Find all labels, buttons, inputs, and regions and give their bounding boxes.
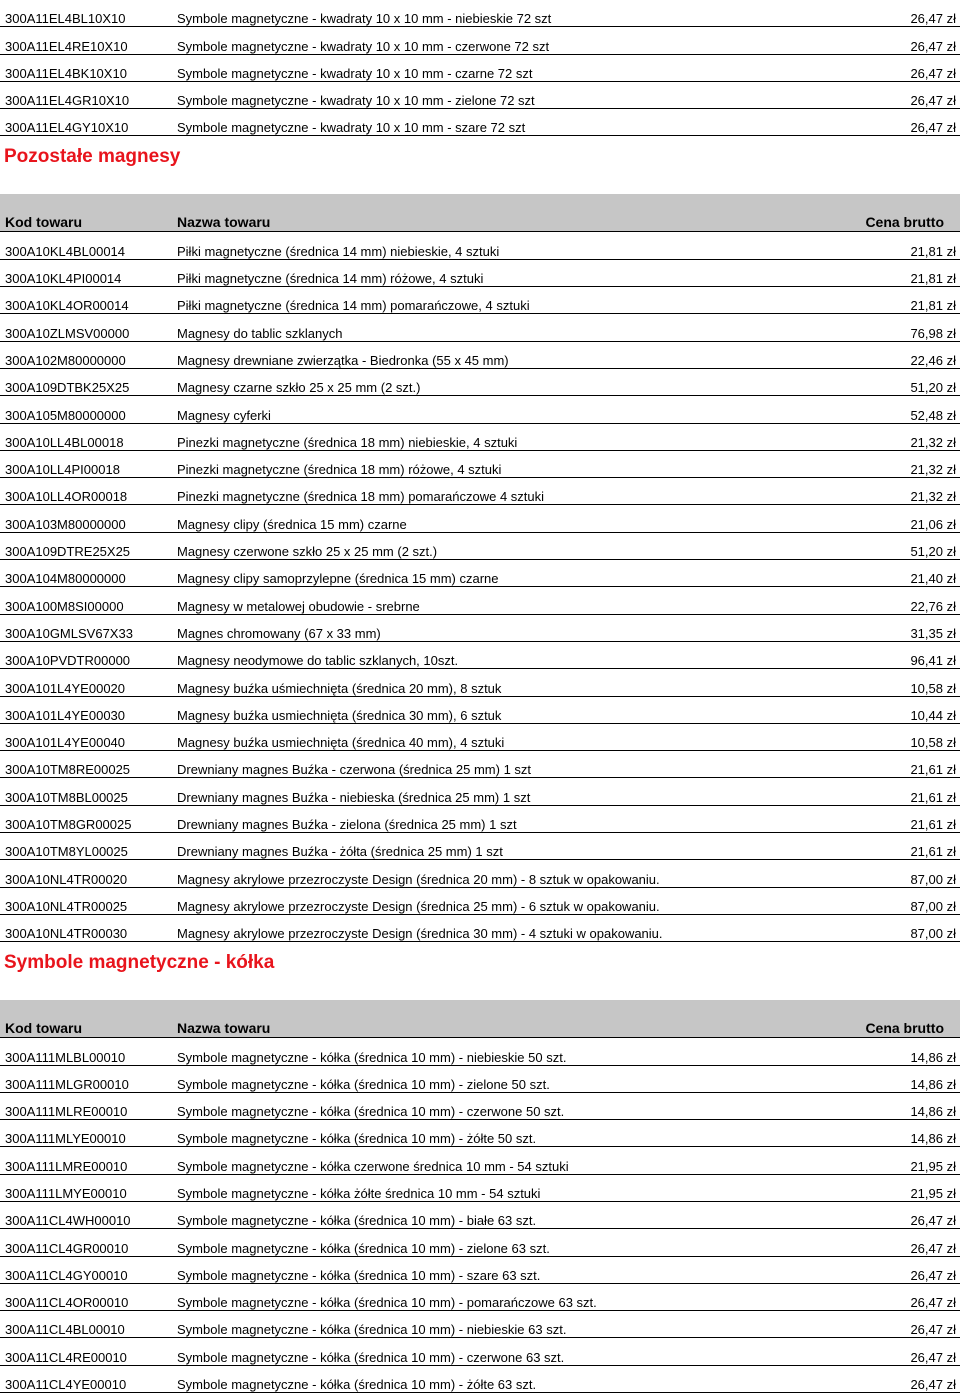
table-row <box>0 82 960 109</box>
product-price: 21,95 zł <box>910 1158 956 1174</box>
section-title <box>0 136 960 194</box>
table-row <box>0 615 960 642</box>
product-price: 21,95 zł <box>910 1185 956 1201</box>
product-code: 300A11EL4GY10X10 <box>5 120 129 136</box>
table-row <box>0 1311 960 1338</box>
product-price: 26,47 zł <box>910 38 956 54</box>
table-row <box>0 1338 960 1365</box>
product-code: 300A10KL4PI00014 <box>5 271 122 287</box>
product-price: 21,32 zł <box>910 462 956 478</box>
product-name: Drewniany magnes Buźka - zielona (średnica 25 mm) 1 szt <box>177 817 517 833</box>
product-name: Symbole magnetyczne - kółka (średnica 10 mm) - białe 63 szt. <box>177 1213 537 1229</box>
table-row <box>0 55 960 82</box>
product-name: Pinezki magnetyczne (średnica 18 mm) różowe, 4 sztuki <box>177 462 502 478</box>
product-name: Piłki magnetyczne (średnica 14 mm) pomarańczowe, 4 sztuki <box>177 298 530 314</box>
product-code: 300A111LMYE00010 <box>5 1185 127 1201</box>
product-price: 21,81 zł <box>910 243 956 259</box>
table-row <box>0 778 960 805</box>
table-row <box>0 669 960 696</box>
table-row <box>0 1038 960 1065</box>
column-header-price: Cena brutto <box>865 214 944 231</box>
product-price: 52,48 zł <box>910 407 956 423</box>
table-row <box>0 27 960 54</box>
product-code: 300A102M80000000 <box>5 352 126 368</box>
product-name: Symbole magnetyczne - kółka (średnica 10 mm) - żółte 63 szt. <box>177 1377 537 1393</box>
product-price: 21,32 zł <box>910 434 956 450</box>
product-code: 300A10LL4OR00018 <box>5 489 128 505</box>
product-code: 300A10PVDTR00000 <box>5 653 131 669</box>
product-table <box>0 1000 960 1393</box>
product-code: 300A10TM8YL00025 <box>5 844 128 860</box>
product-price: 31,35 zł <box>910 625 956 641</box>
product-name: Symbole magnetyczne - kwadraty 10 x 10 mm - niebieskie 72 szt <box>177 11 552 27</box>
product-name: Symbole magnetyczne - kółka (średnica 10 mm) - czerwone 50 szt. <box>177 1104 565 1120</box>
product-price: 26,47 zł <box>910 1295 956 1311</box>
product-code: 300A11CL4WH00010 <box>5 1213 131 1229</box>
product-code: 300A10TM8GR00025 <box>5 817 132 833</box>
product-code: 300A109DTBK25X25 <box>5 380 130 396</box>
product-code: 300A103M80000000 <box>5 516 126 532</box>
product-code: 300A100M8SI00000 <box>5 598 124 614</box>
product-code: 300A10NL4TR00025 <box>5 898 128 914</box>
product-code: 300A10LL4PI00018 <box>5 462 120 478</box>
product-name: Symbole magnetyczne - kółka (średnica 10 mm) - pomarańczowe 63 szt. <box>177 1295 597 1311</box>
table-row <box>0 314 960 341</box>
product-code: 300A111MLGR00010 <box>5 1076 129 1092</box>
table-header <box>0 1000 960 1038</box>
product-name: Magnesy clipy samoprzylepne (średnica 15 mm) czarne <box>177 571 499 587</box>
product-price: 87,00 zł <box>910 871 956 887</box>
table-row <box>0 560 960 587</box>
product-price: 21,81 zł <box>910 271 956 287</box>
table-row <box>0 1093 960 1120</box>
product-code: 300A111LMRE00010 <box>5 1158 128 1174</box>
product-name: Symbole magnetyczne - kwadraty 10 x 10 mm - szare 72 szt <box>177 120 526 136</box>
product-name: Pinezki magnetyczne (średnica 18 mm) niebieskie, 4 sztuki <box>177 434 518 450</box>
product-code: 300A105M80000000 <box>5 407 126 423</box>
product-name: Magnesy akrylowe przezroczyste Design (średnica 20 mm) - 8 sztuk w opakowaniu. <box>177 871 660 887</box>
product-price: 14,86 zł <box>910 1131 956 1147</box>
product-price: 96,41 zł <box>910 653 956 669</box>
product-code: 300A11EL4GR10X10 <box>5 93 130 109</box>
column-header-code: Kod towaru <box>5 214 82 231</box>
table-row <box>0 260 960 287</box>
product-name: Symbole magnetyczne - kwadraty 10 x 10 mm - czerwone 72 szt <box>177 38 550 54</box>
table-row <box>0 888 960 915</box>
product-code: 300A11CL4GY00010 <box>5 1267 128 1283</box>
product-price: 10,58 zł <box>910 735 956 751</box>
product-code: 300A111MLRE00010 <box>5 1104 128 1120</box>
product-price: 51,20 zł <box>910 380 956 396</box>
product-price: 22,76 zł <box>910 598 956 614</box>
product-name: Magnesy buźka usmiechnięta (średnica 40 mm), 4 sztuki <box>177 735 505 751</box>
table-row <box>0 587 960 614</box>
product-code: 300A104M80000000 <box>5 571 126 587</box>
product-name: Pinezki magnetyczne (średnica 18 mm) pomarańczowe 4 sztuki <box>177 489 545 505</box>
table-row <box>0 232 960 259</box>
product-price: 26,47 zł <box>910 1322 956 1338</box>
table-row <box>0 451 960 478</box>
product-name: Magnesy clipy (średnica 15 mm) czarne <box>177 516 407 532</box>
product-price: 21,61 zł <box>910 817 956 833</box>
product-name: Piłki magnetyczne (średnica 14 mm) różowe, 4 sztuki <box>177 271 484 287</box>
product-name: Magnesy akrylowe przezroczyste Design (średnica 30 mm) - 4 sztuki w opakowaniu. <box>177 926 663 942</box>
table-row <box>0 109 960 136</box>
product-price: 26,47 zł <box>910 93 956 109</box>
product-table-continued <box>0 0 960 136</box>
product-price: 21,81 zł <box>910 298 956 314</box>
product-price: 14,86 zł <box>910 1076 956 1092</box>
product-name: Magnesy drewniane zwierzątka - Biedronka (55 x 45 mm) <box>177 352 509 368</box>
section-title-text: Pozostałe magnesy <box>4 146 181 168</box>
product-price: 21,61 zł <box>910 762 956 778</box>
product-code: 300A101L4YE00040 <box>5 735 126 751</box>
product-code: 300A11CL4GR00010 <box>5 1240 129 1256</box>
table-row <box>0 1366 960 1393</box>
product-name: Drewniany magnes Buźka - niebieska (średnica 25 mm) 1 szt <box>177 789 531 805</box>
table-row <box>0 533 960 560</box>
table-row <box>0 642 960 669</box>
product-price: 10,58 zł <box>910 680 956 696</box>
product-price: 26,47 zł <box>910 1377 956 1393</box>
product-price: 26,47 zł <box>910 1240 956 1256</box>
product-name: Symbole magnetyczne - kółka (średnica 10 mm) - czerwone 63 szt. <box>177 1349 565 1365</box>
table-row <box>0 697 960 724</box>
table-row <box>0 369 960 396</box>
product-code: 300A101L4YE00030 <box>5 707 126 723</box>
product-name: Magnesy do tablic szklanych <box>177 325 343 341</box>
table-row <box>0 915 960 942</box>
product-name: Magnesy akrylowe przezroczyste Design (średnica 25 mm) - 6 sztuk w opakowaniu. <box>177 898 660 914</box>
product-price: 26,47 zł <box>910 120 956 136</box>
product-price: 26,47 zł <box>910 1349 956 1365</box>
product-price: 26,47 zł <box>910 65 956 81</box>
table-row <box>0 505 960 532</box>
table-row <box>0 287 960 314</box>
product-name: Symbole magnetyczne - kółka (średnica 10 mm) - niebieskie 63 szt. <box>177 1322 567 1338</box>
product-price: 21,06 zł <box>910 516 956 532</box>
column-header-name: Nazwa towaru <box>177 214 271 231</box>
product-code: 300A10NL4TR00020 <box>5 871 128 887</box>
table-row <box>0 1120 960 1147</box>
product-table <box>0 194 960 942</box>
table-row <box>0 1229 960 1256</box>
product-name: Symbole magnetyczne - kółka czerwone średnica 10 mm - 54 sztuki <box>177 1158 569 1174</box>
product-code: 300A11EL4BL10X10 <box>5 11 126 27</box>
product-price: 21,32 zł <box>910 489 956 505</box>
product-price: 26,47 zł <box>910 11 956 27</box>
product-price: 10,44 zł <box>910 707 956 723</box>
table-row <box>0 751 960 778</box>
product-name: Symbole magnetyczne - kółka żółte średnica 10 mm - 54 sztuki <box>177 1185 541 1201</box>
table-header <box>0 194 960 232</box>
product-code: 300A11EL4RE10X10 <box>5 38 128 54</box>
product-name: Symbole magnetyczne - kółka (średnica 10 mm) - szare 63 szt. <box>177 1267 541 1283</box>
product-code: 300A11EL4BK10X10 <box>5 65 127 81</box>
product-name: Symbole magnetyczne - kółka (średnica 10 mm) - niebieskie 50 szt. <box>177 1049 567 1065</box>
product-code: 300A11CL4BL00010 <box>5 1322 125 1338</box>
product-code: 300A10KL4BL00014 <box>5 243 126 259</box>
product-price: 87,00 zł <box>910 898 956 914</box>
product-code: 300A10TM8RE00025 <box>5 762 131 778</box>
product-price: 26,47 zł <box>910 1267 956 1283</box>
table-row <box>0 806 960 833</box>
table-row <box>0 0 960 27</box>
product-price: 14,86 zł <box>910 1049 956 1065</box>
product-code: 300A10LL4BL00018 <box>5 434 124 450</box>
product-code: 300A11CL4YE00010 <box>5 1377 127 1393</box>
column-header-name: Nazwa towaru <box>177 1020 271 1037</box>
product-code: 300A10TM8BL00025 <box>5 789 128 805</box>
table-row <box>0 424 960 451</box>
product-price: 26,47 zł <box>910 1213 956 1229</box>
product-name: Symbole magnetyczne - kwadraty 10 x 10 mm - czarne 72 szt <box>177 65 533 81</box>
product-name: Magnesy buźka uśmiechnięta (średnica 20 mm), 8 sztuk <box>177 680 502 696</box>
product-name: Magnes chromowany (67 x 33 mm) <box>177 625 381 641</box>
product-code: 300A109DTRE25X25 <box>5 544 131 560</box>
table-row <box>0 1202 960 1229</box>
product-name: Magnesy w metalowej obudowie - srebrne <box>177 598 420 614</box>
table-row <box>0 860 960 887</box>
product-code: 300A11CL4RE00010 <box>5 1349 127 1365</box>
product-name: Magnesy buźka usmiechnięta (średnica 30 mm), 6 sztuk <box>177 707 502 723</box>
product-name: Magnesy czerwone szkło 25 x 25 mm (2 szt.) <box>177 544 438 560</box>
product-name: Magnesy neodymowe do tablic szklanych, 10szt. <box>177 653 459 669</box>
product-name: Symbole magnetyczne - kółka (średnica 10 mm) - żółte 50 szt. <box>177 1131 537 1147</box>
product-name: Drewniany magnes Buźka - żółta (średnica 25 mm) 1 szt <box>177 844 503 860</box>
table-row <box>0 1175 960 1202</box>
product-name: Symbole magnetyczne - kółka (średnica 10 mm) - zielone 63 szt. <box>177 1240 550 1256</box>
table-row <box>0 396 960 423</box>
table-row <box>0 1147 960 1174</box>
table-row <box>0 478 960 505</box>
table-row <box>0 1066 960 1093</box>
product-name: Piłki magnetyczne (średnica 14 mm) niebieskie, 4 sztuki <box>177 243 500 259</box>
product-code: 300A10GMLSV67X33 <box>5 625 133 641</box>
product-name: Magnesy cyferki <box>177 407 271 423</box>
section-title <box>0 942 960 1000</box>
column-header-price: Cena brutto <box>865 1020 944 1037</box>
product-code: 300A11CL4OR00010 <box>5 1295 129 1311</box>
product-price: 87,00 zł <box>910 926 956 942</box>
product-price: 14,86 zł <box>910 1104 956 1120</box>
table-row <box>0 1257 960 1284</box>
product-price: 76,98 zł <box>910 325 956 341</box>
product-code: 300A10NL4TR00030 <box>5 926 128 942</box>
product-code: 300A10ZLMSV00000 <box>5 325 130 341</box>
table-row <box>0 342 960 369</box>
product-price: 22,46 zł <box>910 352 956 368</box>
product-price: 21,40 zł <box>910 571 956 587</box>
product-code: 300A111MLBL00010 <box>5 1049 126 1065</box>
table-row <box>0 1284 960 1311</box>
table-row <box>0 724 960 751</box>
table-row <box>0 833 960 860</box>
product-name: Symbole magnetyczne - kółka (średnica 10 mm) - zielone 50 szt. <box>177 1076 550 1092</box>
product-name: Drewniany magnes Buźka - czerwona (średnica 25 mm) 1 szt <box>177 762 532 778</box>
product-name: Magnesy czarne szkło 25 x 25 mm (2 szt.) <box>177 380 421 396</box>
section-title-text: Symbole magnetyczne - kółka <box>4 952 275 974</box>
product-code: 300A111MLYE00010 <box>5 1131 126 1147</box>
product-price: 21,61 zł <box>910 789 956 805</box>
product-code: 300A101L4YE00020 <box>5 680 126 696</box>
product-price: 21,61 zł <box>910 844 956 860</box>
column-header-code: Kod towaru <box>5 1020 82 1037</box>
product-code: 300A10KL4OR00014 <box>5 298 129 314</box>
product-name: Symbole magnetyczne - kwadraty 10 x 10 mm - zielone 72 szt <box>177 93 535 109</box>
product-price: 51,20 zł <box>910 544 956 560</box>
